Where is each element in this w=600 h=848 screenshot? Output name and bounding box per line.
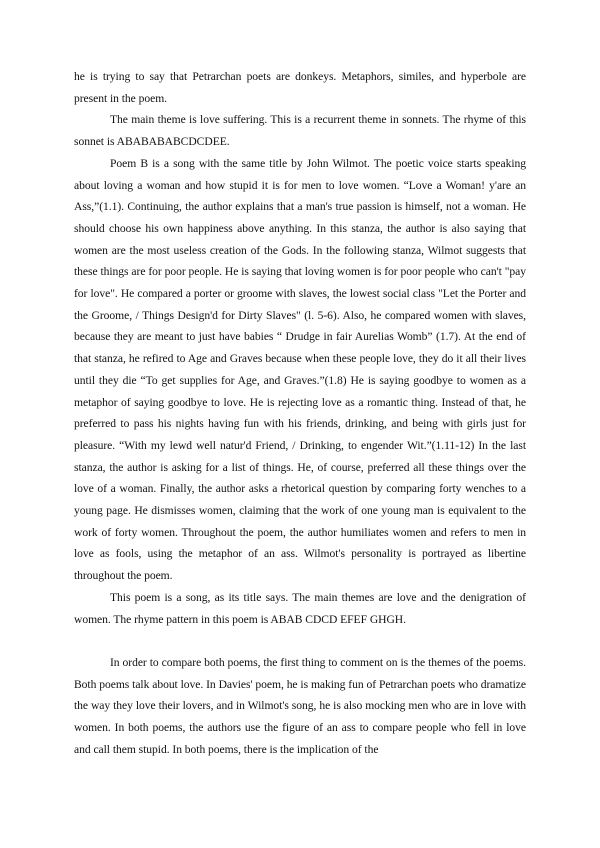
document-page [74,66,526,760]
paragraph-1: he is trying to say that Petrarchan poets are donkeys. Metaphors, similes, and hyperbole are present in the poem. [74,70,526,105]
paragraph-2: The main theme is love suffering. This is a recurrent theme in sonnets. The rhyme of this sonnet is ABABABABCDCDEE. [74,113,526,149]
paragraph-3: Poem B is a song with the same title by John Wilmot. The poetic voice starts speaking about loving a woman and how stupid it is for men to love women. “Love a Woman! y'are an Ass,”(1.1). Continuing, the author explains that a man's true passion is himself, not a woman. He should choose his own happiness above anything. In this stanza, the author is also saying that women are the most useless creation of the Gods. In the following stanza, Wilmot suggests that these things are for poor people. He is saying that loving women is for poor people who can't "pay for love". He compared a porter or groome with slaves, the lowest social class "Let the Porter and the Groome, / Things Design'd for Dirty Slaves" (l. 5-6). Also, he compared women with slaves, because they are meant to just have babies “ Drudge in fair Aurelias Womb” (1.7). At the end of that stanza, he refired to Age and Graves because when these people love, they do it all their lives until they die “To get supplies for Age, and Graves.”(1.8) He is saying goodbye to women as a metaphor of saying goodbye to love. He is rejecting love as a romantic thing. Instead of that, he preferred to pass his nights having fun with his friends, drinking, and being with girls just for pleasure. “With my lewd well natur'd Friend, / Drinking, to engender Wit.”(1.11-12) In the last stanza, the author is asking for a list of things. He, of course, preferred all these things over the love of a woman. Finally, the author asks a rhetorical question by comparing forty wenches to a young page. He dismisses women, claiming that the work of one young man is equivalent to the work of forty women. Throughout the poem, the author humiliates women and refers to men in love as fools, using the metaphor of an ass. Wilmot's personality is portrayed as libertine throughout the poem. [74,156,526,583]
paragraph-4: This poem is a song, as its title says. The main themes are love and the denigration of women. The rhyme pattern in this poem is ABAB CDCD EFEF GHGH. [74,590,526,626]
paragraph-5: In order to compare both poems, the first thing to comment on is the themes of the poems. Both poems talk about love. In Davies' poem, he is making fun of Petrarchan poets who dramatize the way they love their lovers, and in Wilmot's song, he is also mocking men who are in love with women. In both poems, the authors use the figure of an ass to compare people who fell in love and call them stupid. In both poems, there is the implication of the [74,655,526,756]
paragraph-spacer [74,630,526,652]
